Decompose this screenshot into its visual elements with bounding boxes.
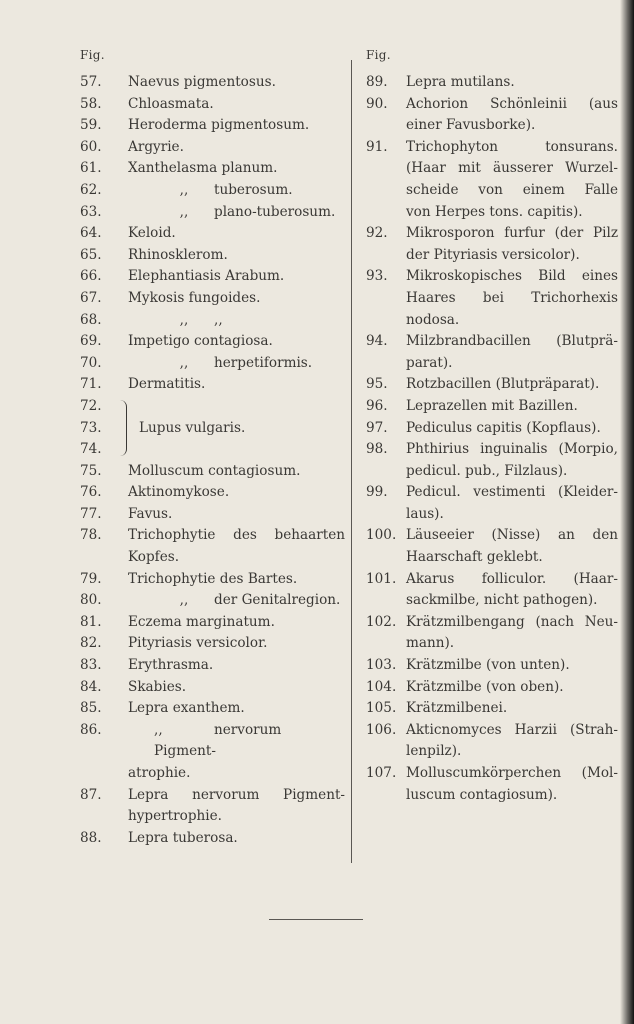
list-item — [80, 94, 345, 116]
entry-text: sackmilbe, nicht pathogen). — [406, 592, 598, 609]
entry-text: Haares bei Trichorhexis — [406, 289, 618, 306]
list-item — [80, 180, 345, 202]
column-divider — [351, 60, 352, 863]
entry-number: 57. — [80, 74, 102, 90]
entry-number: 58. — [80, 95, 102, 112]
list-item — [366, 569, 618, 612]
entry-text-part: der Genitalregion. — [214, 592, 341, 609]
entry-text: parat). — [406, 354, 453, 371]
list-item — [366, 612, 618, 655]
entry-text: Akarus folliculor. (Haar- — [406, 570, 618, 587]
entry-number: 102. — [366, 613, 397, 630]
ditto-mark: ,, — [179, 592, 189, 609]
list-item — [80, 353, 345, 375]
right-column-header: Fig. — [366, 48, 391, 62]
entry-text: Chloasmata. — [128, 95, 214, 112]
entry-text-part: nervorum Pigment- — [154, 721, 282, 760]
entry-text: lenpilz). — [406, 743, 462, 760]
list-item — [366, 266, 618, 331]
list-item — [80, 698, 345, 720]
entry-text: Molluscumkörperchen (Mol- — [406, 765, 618, 781]
entry-number: 94. — [366, 333, 388, 350]
list-item — [366, 137, 618, 223]
list-item — [366, 396, 618, 418]
list-item — [366, 374, 618, 396]
ditto-mark: ,, — [179, 311, 189, 328]
ditto-mark: ,, — [179, 203, 189, 220]
list-item — [80, 137, 345, 159]
curly-brace-icon — [118, 400, 127, 456]
entry-text: Rotzbacillen (Blutpräparat). — [406, 376, 600, 393]
entry-text: Lepra exanthem. — [128, 700, 245, 717]
entry-number: 101. — [366, 570, 397, 587]
entry-text: Mikroskopisches Bild eines — [406, 268, 618, 285]
right-column — [366, 72, 618, 806]
entry-text: Eczema marginatum. — [128, 613, 275, 630]
ditto-mark: ,, — [179, 354, 189, 371]
list-item — [80, 72, 345, 94]
entry-number: 76. — [80, 484, 102, 501]
left-entries-b — [80, 461, 345, 850]
list-item — [366, 677, 618, 699]
entry-text — [128, 353, 345, 375]
entry-number: 84. — [80, 678, 102, 695]
entry-text: (Haar mit äusserer Wurzel- — [406, 160, 618, 177]
entry-number: 91. — [366, 138, 388, 155]
entry-text: Erythrasma. — [128, 657, 214, 674]
entry-text — [128, 310, 345, 332]
entry-text: Elephantiasis Arabum. — [128, 268, 285, 285]
entry-text: Pediculus capitis (Kopflaus). — [406, 419, 601, 436]
entry-text: Leprazellen mit Bazillen. — [406, 397, 578, 414]
entry-number: 93. — [366, 268, 388, 285]
entry-number: 78. — [80, 527, 102, 544]
left-column-header: Fig. — [80, 48, 105, 62]
entry-text: Keloid. — [128, 225, 176, 242]
entry-number: 96. — [366, 397, 388, 414]
entry-text: mann). — [406, 635, 455, 652]
entry-number: 95. — [366, 376, 388, 393]
list-item — [80, 633, 345, 655]
entry-text: luscum contagiosum). — [406, 786, 558, 803]
entry-text: Heroderma pigmentosum. — [128, 117, 310, 134]
list-item — [80, 590, 345, 612]
entry-number: 72. — [80, 397, 102, 414]
entry-text: Trichophyton tonsurans. — [406, 138, 618, 155]
lupus-label: Lupus vulgaris. — [139, 419, 246, 436]
entry-number: 89. — [366, 74, 388, 90]
entry-text: Krätzmilbe (von unten). — [406, 657, 570, 674]
entry-text: atrophie. — [128, 765, 191, 781]
entry-text: Läuseeier (Nisse) an den — [406, 527, 618, 544]
entry-number: 68. — [80, 311, 102, 328]
list-item — [80, 677, 345, 699]
entry-number: 90. — [366, 95, 388, 112]
entry-text: von Herpes tons. capitis). — [406, 203, 583, 220]
entry-number: 104. — [366, 678, 397, 695]
page-edge-shadow — [620, 0, 634, 1024]
entry-text: Molluscum contagiosum. — [128, 462, 301, 479]
entry-text: hypertrophie. — [128, 808, 222, 825]
entry-number: 92. — [366, 225, 388, 242]
list-item — [366, 439, 618, 482]
end-rule — [269, 919, 363, 920]
list-item — [366, 655, 618, 677]
entry-text: Impetigo contagiosa. — [128, 333, 273, 350]
entry-number: 77. — [80, 505, 102, 522]
entry-text: Milzbrandbacillen (Blutprä- — [406, 333, 618, 350]
ditto-mark: ,, — [154, 721, 163, 738]
list-item — [80, 245, 345, 267]
left-column — [80, 72, 345, 849]
list-item — [366, 482, 618, 525]
entry-text: Krätzmilbengang (nach Neu- — [406, 613, 618, 630]
entry-text: Lepra tuberosa. — [128, 829, 238, 846]
entry-text: Skabies. — [128, 678, 187, 695]
ditto-mark: ,, — [179, 181, 189, 198]
list-item — [366, 223, 618, 266]
list-item — [80, 720, 345, 785]
entry-text: Aktinomykose. — [128, 484, 230, 501]
entry-number: 67. — [80, 289, 102, 306]
entry-text: Xanthelasma planum. — [128, 160, 278, 177]
entry-text: laus). — [406, 505, 444, 522]
entry-number: 88. — [80, 829, 102, 846]
list-item — [80, 288, 345, 310]
entry-text: Dermatitis. — [128, 376, 206, 393]
entry-number: 80. — [80, 592, 102, 609]
entry-text — [128, 590, 345, 612]
entry-number: 83. — [80, 657, 102, 674]
entry-text: nodosa. — [406, 311, 460, 328]
entry-number: 71. — [80, 376, 102, 393]
list-item — [80, 115, 345, 137]
entry-number: 107. — [366, 765, 397, 781]
list-item — [80, 223, 345, 245]
entry-number: 99. — [366, 484, 388, 501]
entry-text: Trichophytie des Bartes. — [128, 570, 298, 587]
entry-text: Lepra mutilans. — [406, 74, 515, 90]
entry-text: Akticnomyces Harzii (Strah- — [406, 721, 618, 738]
list-item — [80, 828, 345, 850]
list-item — [366, 763, 618, 806]
entry-text: Krätzmilbenei. — [406, 700, 508, 717]
list-item — [80, 504, 345, 526]
list-item — [80, 655, 345, 677]
entry-number: 69. — [80, 333, 102, 350]
list-item — [366, 720, 618, 763]
entry-number: 62. — [80, 181, 102, 198]
entry-text: Mikrosporon furfur (der Pilz — [406, 225, 618, 242]
list-item — [80, 331, 345, 353]
entry-number: 79. — [80, 570, 102, 587]
entry-number: 103. — [366, 657, 397, 674]
entry-number: 97. — [366, 419, 388, 436]
entry-text: pedicul. pub., Filzlaus). — [406, 462, 568, 479]
entry-number: 65. — [80, 246, 102, 263]
entry-text: Pityriasis versicolor. — [128, 635, 268, 652]
list-item — [80, 569, 345, 591]
entry-text: einer Favusborke). — [406, 117, 536, 134]
list-item — [80, 525, 345, 568]
entry-text-part: ,, — [214, 311, 223, 328]
list-item — [366, 418, 618, 440]
entry-text — [128, 720, 345, 763]
entry-number: 61. — [80, 160, 102, 177]
entry-text: Achorion Schönleinii (aus — [406, 95, 618, 112]
entry-number: 87. — [80, 786, 102, 803]
left-entries-a — [80, 72, 345, 396]
list-item — [80, 612, 345, 634]
entry-number: 74. — [80, 441, 102, 458]
entry-number: 106. — [366, 721, 397, 738]
entry-text: Argyrie. — [128, 138, 184, 155]
entry-text-part: plano-tuberosum. — [214, 203, 336, 220]
list-item — [366, 72, 618, 94]
entry-text: Mykosis fungoides. — [128, 289, 261, 306]
entry-text — [128, 180, 345, 202]
entry-text-part: tuberosum. — [214, 181, 293, 198]
entry-text: Pedicul. vestimenti (Kleider- — [406, 484, 618, 501]
entry-text: Kopfes. — [128, 549, 180, 566]
entry-text: Phthirius inguinalis (Morpio, — [406, 441, 618, 458]
entry-number: 86. — [80, 721, 102, 738]
entry-text: Trichophytie des behaarten — [128, 527, 345, 544]
entry-text: Rhinosklerom. — [128, 246, 228, 263]
entry-text — [128, 202, 345, 224]
list-item — [366, 698, 618, 720]
list-item — [80, 310, 345, 332]
entry-text: der Pityriasis versicolor). — [406, 246, 580, 263]
list-item — [366, 331, 618, 374]
entry-number: 60. — [80, 138, 102, 155]
entry-number: 105. — [366, 700, 397, 717]
entry-text: Krätzmilbe (von oben). — [406, 678, 564, 695]
entry-number: 81. — [80, 613, 102, 630]
list-item — [366, 94, 618, 137]
list-item — [366, 525, 618, 568]
entry-number: 66. — [80, 268, 102, 285]
entry-number: 75. — [80, 462, 102, 479]
list-item — [80, 266, 345, 288]
entry-number: 70. — [80, 354, 102, 371]
entry-text: Naevus pigmentosus. — [128, 74, 276, 90]
entry-number: 63. — [80, 203, 102, 220]
list-item — [80, 374, 345, 396]
entry-number: 64. — [80, 225, 102, 242]
list-item — [80, 202, 345, 224]
entry-number: 100. — [366, 527, 397, 544]
entry-number: 85. — [80, 700, 102, 717]
list-item — [80, 158, 345, 180]
list-item — [80, 482, 345, 504]
entry-number: 73. — [80, 419, 102, 436]
entry-number: 59. — [80, 117, 102, 134]
lupus-group — [80, 396, 345, 461]
list-item — [80, 461, 345, 483]
entry-text: scheide von einem Falle — [406, 181, 618, 198]
entry-number: 82. — [80, 635, 102, 652]
entry-text: Haarschaft geklebt. — [406, 549, 543, 566]
entry-number: 98. — [366, 441, 388, 458]
list-item — [80, 785, 345, 828]
entry-text: Favus. — [128, 505, 173, 522]
entry-text: Lepra nervorum Pigment- — [128, 786, 345, 803]
entry-text-part: herpetiformis. — [214, 354, 313, 371]
